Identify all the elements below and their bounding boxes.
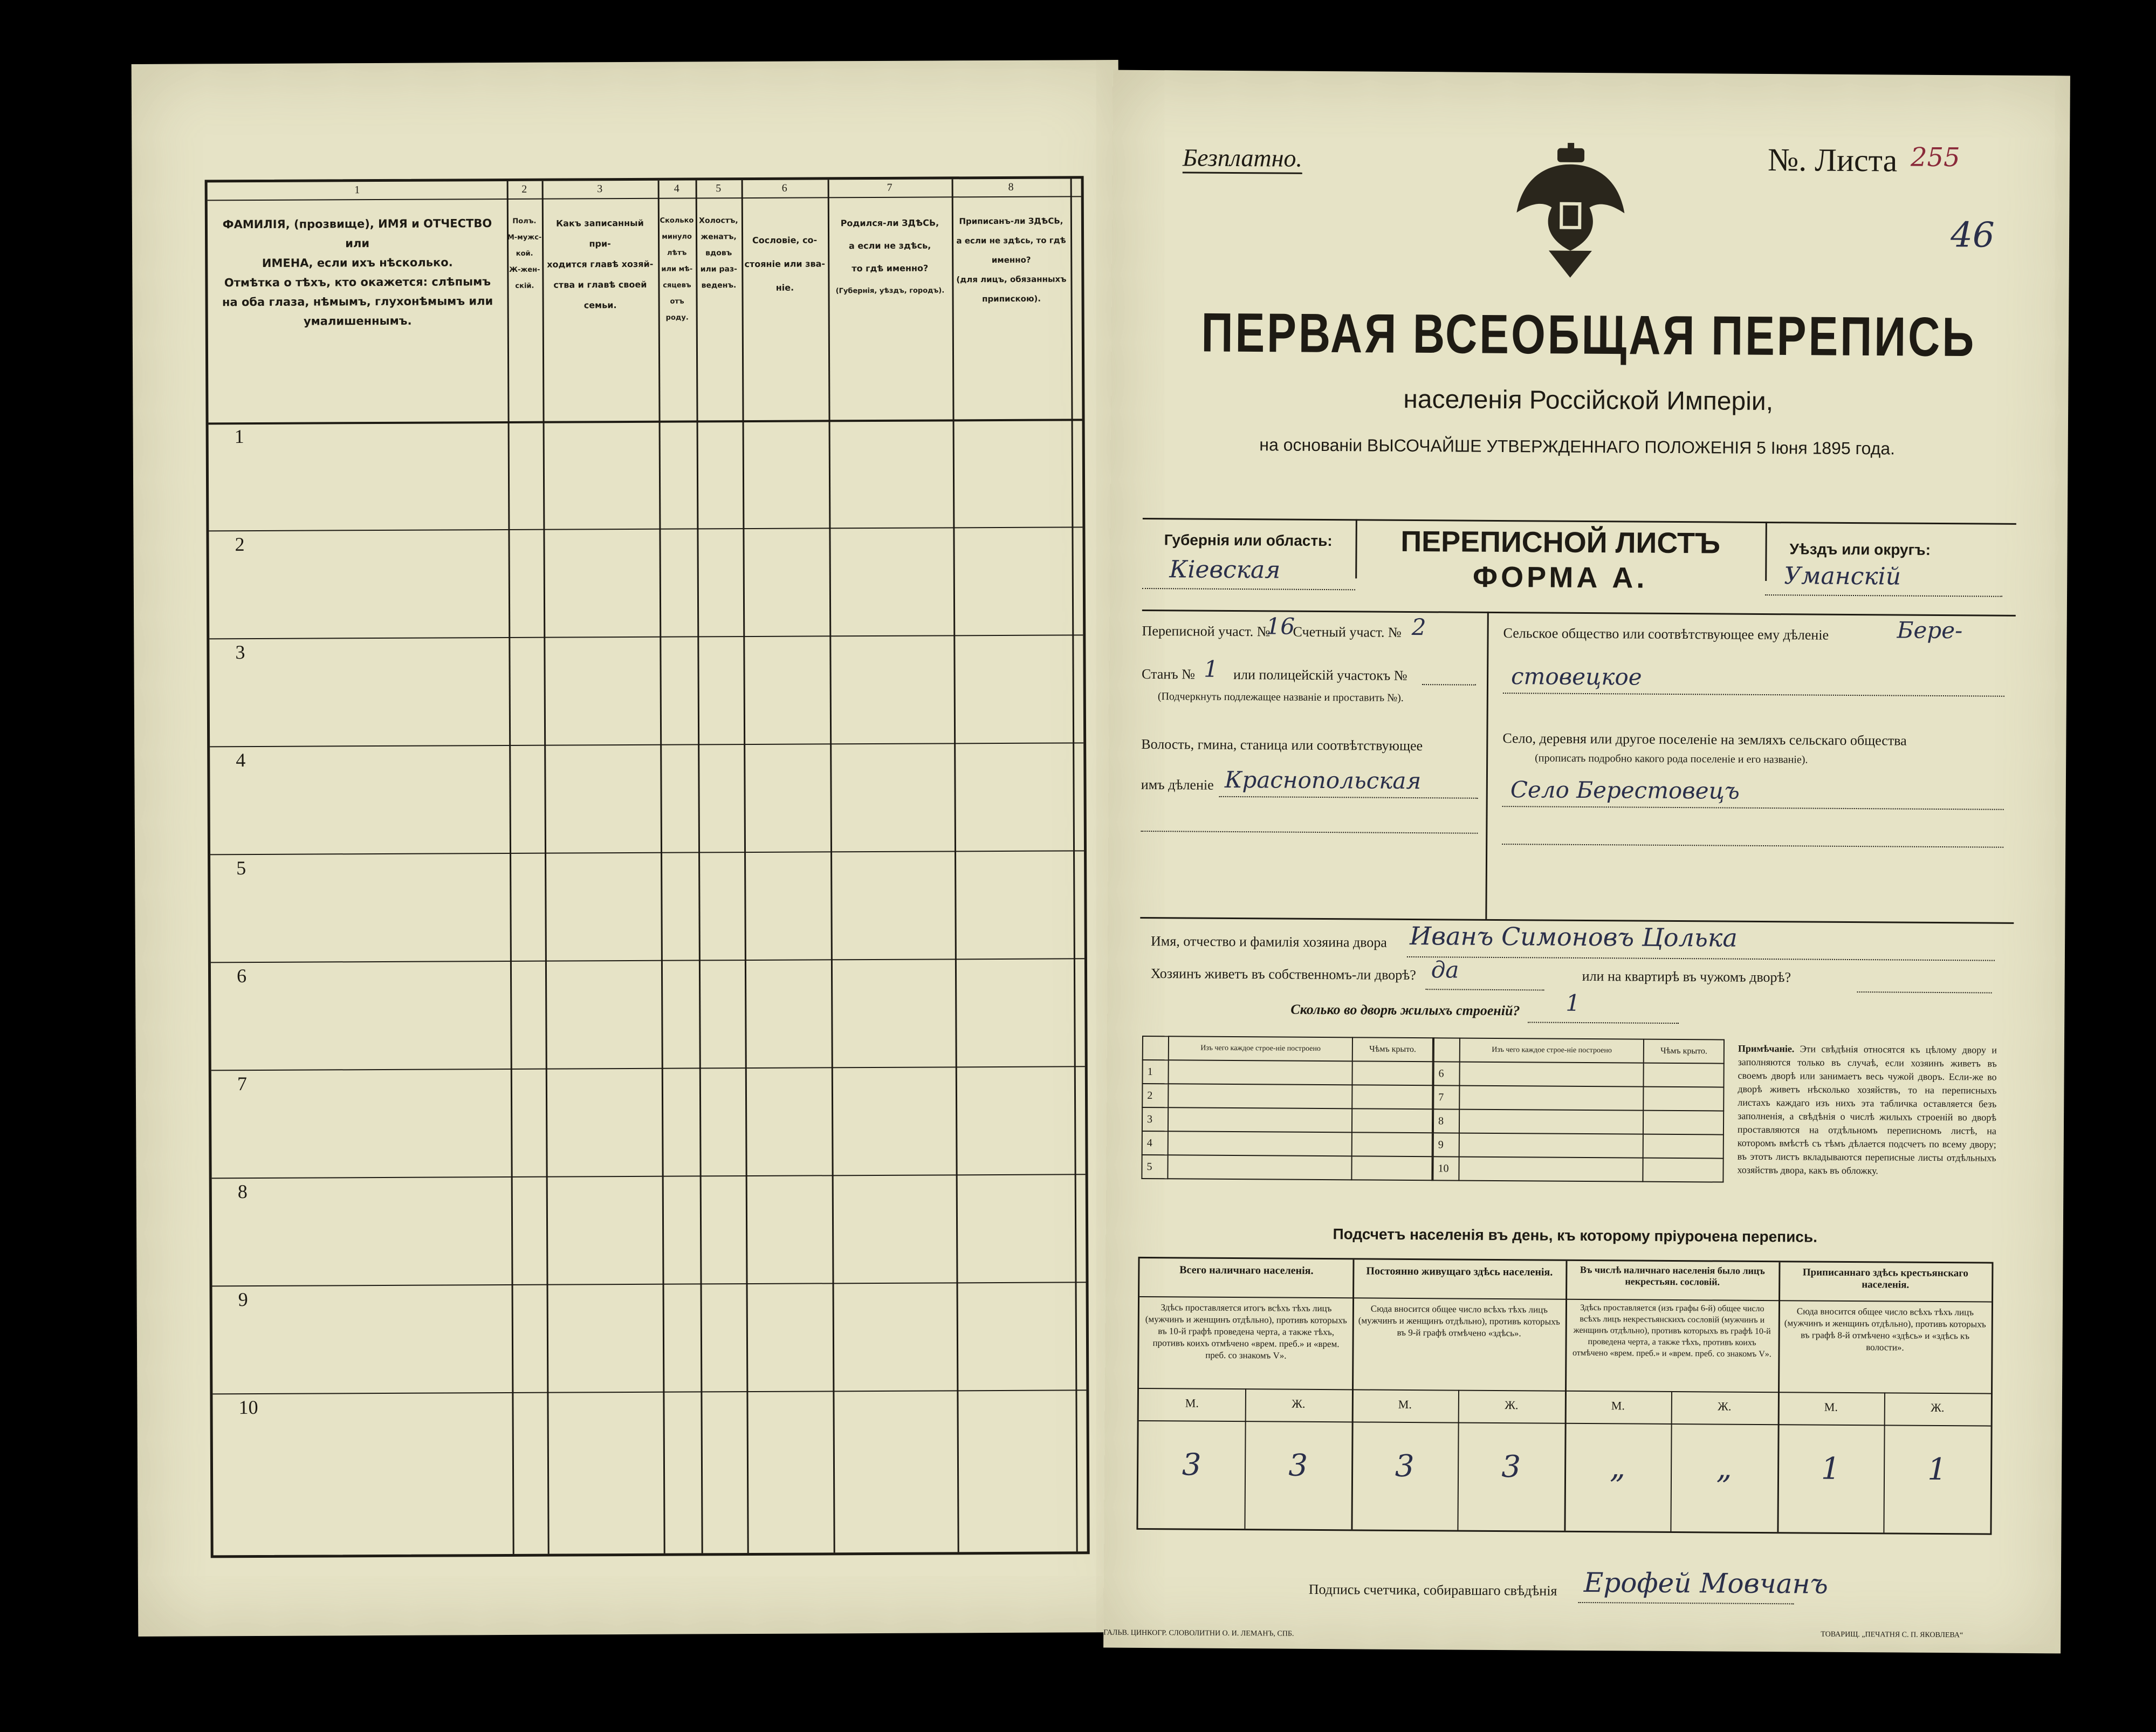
male-label: М. <box>1824 1400 1838 1414</box>
left-page <box>132 60 1125 1637</box>
census-area-value: 16 <box>1266 613 1295 640</box>
col-header-marital: Холостъ, женатъ, вдовъ или раз- веденъ. <box>699 216 738 290</box>
owner-value: Иванъ Симоновъ Цолька <box>1409 921 1738 953</box>
group-desc: Здѣсь проставляется итогъ всѣхъ тѣхъ лицъ (мужчинъ и женщинъ отдѣльно), противъ которыхъ въ 10-й графѣ проведена черта, а также тѣхъ, противъ коихъ отмѣчено «врем. преб.» и «врем. преб. со знакомъ V». <box>1145 1302 1347 1361</box>
material-header: Изъ чего каждое строе-ніе построено <box>1460 1038 1644 1063</box>
summary-title: Подсчетъ населенія въ день, къ которому пріурочена перепись. <box>1333 1226 1818 1245</box>
row-number: 7 <box>237 1073 247 1095</box>
summary-table <box>1136 1257 1993 1535</box>
col-header-registered: Приписанъ-ли ЗДѢСЬ, а если не здѣсь, то гдѣ именно? (для лицъ, обязанныхъ припискою). <box>956 216 1067 304</box>
male-label: М. <box>1398 1397 1412 1412</box>
female-value: 1 <box>1927 1452 1947 1488</box>
building-row-number: 10 <box>1433 1156 1459 1180</box>
row-number: 9 <box>238 1289 248 1311</box>
male-value: „ <box>1609 1450 1626 1485</box>
building-row-number: 8 <box>1433 1109 1459 1133</box>
row-number: 2 <box>235 533 245 556</box>
society-label: Сельское общество или соотвѣтствующее ему дѣленіе <box>1503 625 1829 643</box>
row-number: 6 <box>236 965 247 987</box>
printer-right: ТОВАРИЩ. „ПЕЧАТНЯ С. П. ЯКОВЛЕВА“ <box>1821 1630 1963 1640</box>
col-header-sex: Полъ. М-мужс- кой. Ж-жен- скій. <box>507 217 542 290</box>
row-number: 1 <box>234 426 244 448</box>
underline-note: (Подчеркнуть подлежащее названіе и проставить №). <box>1157 690 1404 704</box>
col-header-birthplace: Родился-ли ЗДѢСЬ, а если не здѣсь, то гдѣ именно? (Губернія, уѣздъ, городъ). <box>835 217 945 296</box>
signature-value: Ерофей Мовчанъ <box>1583 1566 1829 1600</box>
sheet-number-value: 255 <box>1910 142 1960 173</box>
group-title: Приписаннаго здѣсь крестьянскаго населенія. <box>1802 1267 1968 1291</box>
roof-header: Чѣмъ крыто. <box>1644 1039 1724 1064</box>
signature-label: Подпись счетчика, собиравшаго свѣдѣнія <box>1308 1581 1557 1599</box>
female-label: Ж. <box>1931 1400 1945 1415</box>
female-label: Ж. <box>1292 1396 1306 1411</box>
census-area-label: Переписной участ. № <box>1142 622 1271 640</box>
building-row-number: 7 <box>1433 1085 1459 1109</box>
col-header-age: Сколько минуло лѣтъ или мѣ- сяцевъ отъ роду. <box>660 216 694 322</box>
buildings-table-right <box>1432 1037 1725 1182</box>
group-desc: Сюда вносится общее число всѣхъ тѣхъ лицъ (мужчинъ и женщинъ отдѣльно), противъ которыхъ въ графѣ 8-й отмѣчено «здѣсь» и «здѣсь къ волости». <box>1784 1306 1986 1353</box>
building-row-number: 4 <box>1142 1131 1168 1155</box>
count-area-label: Счетный участ. № <box>1293 624 1402 640</box>
printer-left: ГАЛЬВ. ЦИНКОГР. СЛОВОЛИТНИ О. И. ЛЕМАНЪ, СПБ. <box>1103 1628 1294 1638</box>
group-title: Постоянно живущаго здѣсь населенія. <box>1366 1265 1553 1278</box>
building-row-number: 3 <box>1142 1107 1168 1131</box>
female-value: 3 <box>1288 1448 1308 1483</box>
female-value: 3 <box>1501 1449 1521 1485</box>
guberniya-label: Губернія или область: <box>1164 531 1333 550</box>
male-label: М. <box>1185 1396 1199 1410</box>
male-value: 1 <box>1821 1451 1841 1487</box>
group-title: Всего наличнаго населенія. <box>1179 1264 1314 1277</box>
census-title: ПЕРВАЯ ВСЕОБЩАЯ ПЕРЕПИСЬ <box>1201 302 1976 368</box>
sheet-title: ПЕРЕПИСНОЙ ЛИСТЪ <box>1400 525 1721 560</box>
col-number-5: 5 <box>716 182 722 195</box>
group-title: Въ числѣ наличнаго населенія было лицъ некрестьян. сословій. <box>1580 1264 1765 1288</box>
own-yard-label: Хозяинъ живетъ въ собственномъ-ли дворѣ? <box>1150 966 1416 983</box>
row-number: 10 <box>238 1396 258 1419</box>
uezd-value: Уманскій <box>1784 562 1901 591</box>
col-number-4: 4 <box>674 182 679 195</box>
village-note: (прописать подробно какого рода поселеніе и его названіе). <box>1535 752 1808 766</box>
village-value: Село Берестовецъ <box>1510 776 1740 804</box>
own-yard-value: да <box>1431 956 1459 983</box>
society-value-2: стовецкое <box>1510 663 1642 690</box>
count-area-value: 2 <box>1411 614 1426 641</box>
female-label: Ж. <box>1718 1399 1732 1413</box>
building-row-number: 1 <box>1142 1060 1168 1084</box>
male-value: 3 <box>1395 1448 1415 1484</box>
free-label: Безплатно. <box>1183 143 1302 174</box>
society-value: Бере- <box>1897 617 1963 644</box>
col-number-2: 2 <box>521 183 527 195</box>
col-number-3: 3 <box>597 183 603 195</box>
group-desc: Сюда вносится общее число всѣхъ тѣхъ лицъ (мужчинъ и женщинъ отдѣльно), противъ которыхъ въ 9-й графѣ отмѣчено «здѣсь». <box>1358 1303 1560 1339</box>
census-table <box>205 176 1090 1558</box>
note-block <box>1737 1042 1997 1179</box>
form-label: ФОРМА А. <box>1472 560 1648 594</box>
roof-header: Чѣмъ крыто. <box>1352 1037 1433 1062</box>
col-number-7: 7 <box>887 181 892 194</box>
stan-value: 1 <box>1204 655 1219 682</box>
rent-label: или на квартирѣ въ чужомъ дворѣ? <box>1582 968 1791 985</box>
note-label: Примѣчаніе. <box>1738 1043 1795 1055</box>
census-basis: на основаніи ВЫСОЧАЙШЕ УТВЕРЖДЕННАГО ПОЛОЖЕНІЯ 5 Іюня 1895 года. <box>1259 435 1896 458</box>
group-desc: Здѣсь проставляется (изъ графы 6-й) общее число всѣхъ лицъ некрестьянскихъ сословій (мужчинъ и женщинъ отдѣльно), противъ которыхъ въ графѣ 10-й проведена черта, а также тѣхъ, противъ коихъ отмѣчено «врем. преб.» и «врем. преб. со знакомъ V». <box>1573 1303 1772 1359</box>
census-subtitle: населенія Россійской Имперіи, <box>1403 385 1774 416</box>
female-label: Ж. <box>1505 1398 1519 1412</box>
col-number-8: 8 <box>1008 181 1014 193</box>
owner-label: Имя, отчество и фамилія хозяина двора <box>1150 933 1387 950</box>
stan-label: Станъ № <box>1142 666 1196 682</box>
female-value: „ <box>1716 1450 1732 1486</box>
col-number-1: 1 <box>354 184 360 196</box>
row-number: 4 <box>236 749 246 771</box>
guberniya-value: Кіевская <box>1169 556 1281 584</box>
right-page <box>1103 70 2070 1654</box>
volost-label-2: имъ дѣленіе <box>1141 776 1214 793</box>
col-header-relation: Какъ записанный при- ходится главѣ хозяй- ства и главѣ своей семьи. <box>547 217 654 311</box>
col-number-6: 6 <box>781 182 787 194</box>
buildings-label: Сколько во дворѣ жилыхъ строеній? <box>1290 1001 1520 1019</box>
note-text: Эти свѣдѣнія относятся къ цѣлому двору и заполняются только въ случаѣ, если хозяинъ живетъ въ своемъ дворѣ или занимаетъ весь чужой дворъ. Если-же во дворѣ живетъ нѣсколько хозяйствъ, то на переписныхъ листахъ каждаго изъ нихъ эта табличка оставляется безъ заполненія, а свѣдѣнія о числѣ жилыхъ строеній во дворѣ проставляются на отдѣльномъ переписномъ листѣ, на которомъ вмѣстѣ съ тѣмъ дѣлается подсчетъ по всему двору; въ этотъ листъ вкладываются переписные листы отдѣльныхъ хозяйствъ двора, какъ въ обложку. <box>1737 1043 1997 1176</box>
row-number: 8 <box>237 1181 248 1203</box>
row-number: 3 <box>235 641 245 663</box>
volost-label: Волость, гмина, станица или соотвѣтствующее <box>1141 736 1423 754</box>
imperial-eagle-emblem <box>1511 142 1631 283</box>
col-header-estate: Сословіе, со- стояніе или зва- ніе. <box>744 235 826 293</box>
police-label: или полицейскій участокъ № <box>1233 666 1407 683</box>
handwritten-number: 46 <box>1950 215 1995 256</box>
male-value: 3 <box>1182 1447 1201 1483</box>
col-header-name: ФАМИЛІЯ, (прозвище), ИМЯ и ОТЧЕСТВО или ИМЕНА, если ихъ нѣсколько. Отмѣтка о тѣхъ, кто окажется: слѣпымъ на оба глаза, нѣмымъ, глухонѣмымъ или умалишеннымъ. <box>222 217 493 328</box>
building-row-number: 2 <box>1142 1084 1168 1107</box>
building-row-number: 6 <box>1433 1062 1459 1085</box>
uezd-label: Уѣздъ или округъ: <box>1789 540 1931 558</box>
volost-value: Краснопольская <box>1224 766 1422 795</box>
row-number: 5 <box>236 857 246 879</box>
material-header: Изъ чего каждое строе-ніе построено <box>1169 1036 1353 1061</box>
male-label: М. <box>1611 1399 1625 1413</box>
sheet-number-label: №. Листа <box>1767 142 1898 179</box>
buildings-value: 1 <box>1565 989 1581 1016</box>
building-row-number: 5 <box>1142 1155 1168 1179</box>
buildings-table-left <box>1141 1036 1433 1181</box>
village-label: Село, деревня или другое поселеніе на земляхъ сельскаго общества <box>1502 730 1907 749</box>
building-row-number: 9 <box>1433 1133 1459 1156</box>
